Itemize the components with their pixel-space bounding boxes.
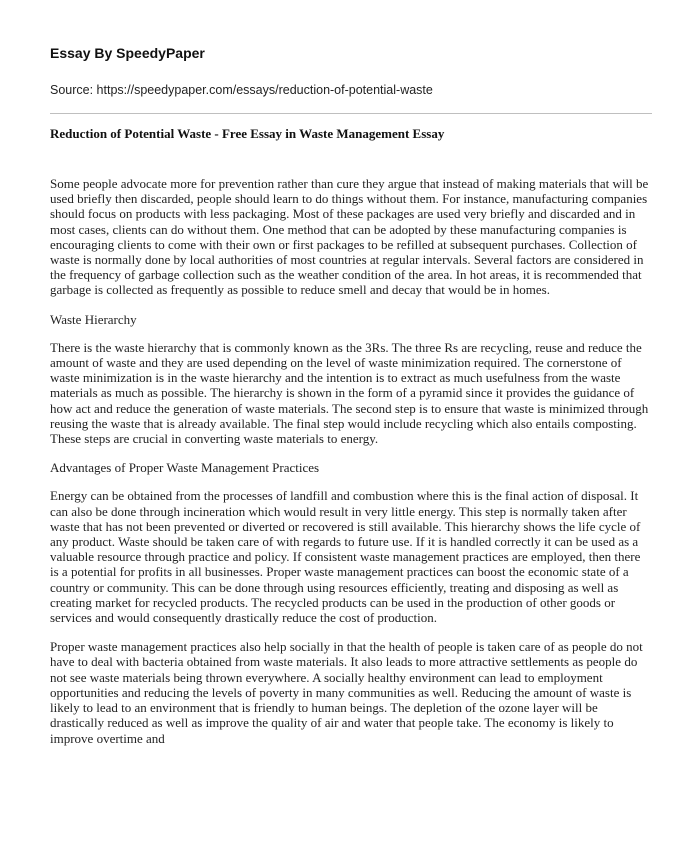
essay-body bbox=[50, 176, 652, 746]
paragraph-waste-hierarchy: There is the waste hierarchy that is commonly known as the 3Rs. The three Rs are recycling, reuse and reduce the amount of waste and they are used depending on the level of waste minimization required. The cornerstone of waste minimization is in the waste hierarchy and the intention is to extract as much usefulness from the waste materials as much as possible. The hierarchy is shown in the form of a pyramid since it provides the guidance of how act and reduce the generation of waste materials. The second step is to ensure that waste is minimized through reusing the waste that is already available. The final step would include recycling which also entails composting. These steps are crucial in converting waste materials to energy. bbox=[50, 339, 649, 447]
paragraph-advantages-social: Proper waste management practices also help socially in that the health of people is taken care of as people do not have to deal with bacteria obtained from waste materials. It also leads to more attractive settlements as people do not see waste materials being thrown everywhere. A socially healthy environment can lead to employment opportunities and reducing the levels of poverty in many communities as well. Reducing the amount of waste is likely to lead to an environment that is friendly to human beings. The depletion of the ozone layer will be drastically reduced as well as improve the quality of air and water that people take. The economy is likely to improve overtime and bbox=[50, 639, 643, 746]
site-title: Essay By SpeedyPaper bbox=[50, 45, 205, 61]
header-divider bbox=[50, 113, 652, 114]
paragraph-intro: Some people advocate more for prevention rather than cure they argue that instead of making materials that will be used briefly then discarded, people should learn to do things without them. For instance, manufacturing companies should focus on products with less packaging. Most of these packages are used very briefly and discarded and in most cases, clients can do without them. One method that can be adopted by these manufacturing companies is encouraging clients to come with their own or first packages to be refilled at subsequent purchases. Collection of waste is normally done by local authorities of most countries at regular intervals. Several factors are considered in the frequency of garbage collection such as the weather condition of the area. In hot areas, it is recommended that garbage is collected as frequently as possible to reduce smell and decay that would be in homes. bbox=[50, 176, 649, 298]
paragraph-advantages-energy: Energy can be obtained from the processes of landfill and combustion where this is the final action of disposal. It can also be done through incineration which would result in very little energy. This step is normally taken after waste that has not been prevented or diverted or recovered is still available. This hierarchy shows the life cycle of any product. Waste should be taken care of with regards to future use. If it is handled correctly it can be used as a valuable resource through practice and policy. If consistent waste management practices are employed, then there is a potential for profits in all businesses. Proper waste management practices can boost the economic state of a country or community. This can be done through using resources efficiently, treating and disposing as well as creating market for recycled products. The recycled products can be used in the production of other goods or services and would consequently drastically reduce the cost of production. bbox=[50, 488, 641, 626]
essay-title: Reduction of Potential Waste - Free Essay in Waste Management Essay bbox=[50, 126, 445, 141]
section-heading-waste-hierarchy: Waste Hierarchy bbox=[50, 311, 137, 327]
section-heading-advantages: Advantages of Proper Waste Management Practices bbox=[50, 460, 320, 476]
source-line: Source: https://speedypaper.com/essays/reduction-of-potential-waste bbox=[50, 83, 433, 97]
